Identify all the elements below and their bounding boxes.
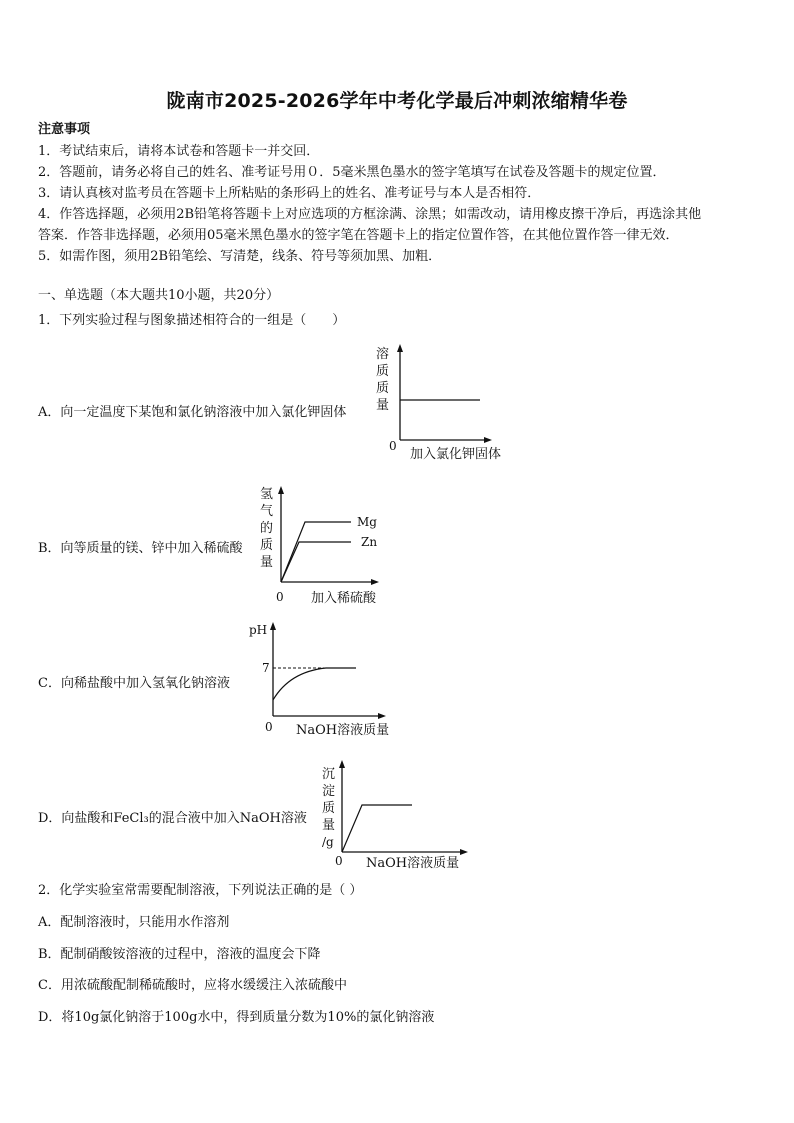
- origin-label: 0: [276, 590, 284, 604]
- y-label-char: 沉: [322, 767, 336, 782]
- origin-label: 0: [389, 439, 397, 453]
- x-axis-arrow: [484, 437, 492, 443]
- y-label-char: 气: [260, 504, 274, 519]
- notice-item: 1．考试结束后，请将本试卷和答题卡一并交回．: [38, 144, 320, 159]
- y-label-char: 溶: [376, 347, 390, 362]
- x-axis-arrow: [460, 849, 468, 855]
- series-label-zn: Zn: [361, 535, 378, 549]
- q1-option-d-label: D．向盐酸和FeCl₃的混合液中加入NaOH溶液: [38, 811, 307, 826]
- y-label-char: 量: [376, 398, 390, 413]
- x-axis-label: 加入稀硫酸: [311, 591, 377, 606]
- y-label-char: 量: [322, 818, 336, 833]
- x-axis-arrow: [371, 579, 379, 585]
- origin-label: 0: [265, 720, 273, 734]
- ph-curve: [273, 668, 356, 700]
- y-label-char: 质: [376, 381, 390, 396]
- notice-item: 5．如需作图，须用2B铅笔绘、写清楚，线条、符号等须加黑、加粗．: [38, 249, 442, 264]
- y-label-char: 氢: [260, 487, 274, 502]
- q1-option-b-graph: [255, 482, 405, 610]
- q2-option: C．用浓硫酸配制稀硫酸时，应将水缓缓注入浓硫酸中: [38, 978, 347, 993]
- y-label-unit: /g: [322, 835, 334, 849]
- q1-option-a-label: A．向一定温度下某饱和氯化钠溶液中加入氯化钾固体: [38, 405, 347, 420]
- y-axis-arrow: [278, 486, 284, 494]
- mg-curve: [281, 522, 351, 582]
- question-1-stem: 1．下列实验过程与图象描述相符合的一组是（ ）: [38, 313, 346, 328]
- question-2-stem: 2．化学实验室常需要配制溶液，下列说法正确的是（ ）: [38, 883, 363, 898]
- q1-option-c-graph: [246, 618, 406, 740]
- notice-heading: 注意事项: [38, 122, 91, 137]
- q1-option-c-label: C．向稀盐酸中加入氢氧化钠溶液: [38, 676, 230, 691]
- y-axis-arrow: [270, 622, 276, 630]
- zn-curve: [281, 542, 351, 582]
- notice-item: 2．答题前，请务必将自己的姓名、准考证号用０．5毫米黑色墨水的签字笔填写在试卷及答题卡的规定位置．: [38, 165, 666, 180]
- y-axis-arrow: [397, 344, 403, 352]
- q1-option-b-label: B．向等质量的镁、锌中加入稀硫酸: [38, 541, 243, 556]
- notice-item: 答案．作答非选择题，必须用05毫米黑色墨水的签字笔在答题卡上的指定位置作答，在其他位置作答一律无效．: [38, 228, 679, 243]
- series-label-mg: Mg: [357, 515, 377, 529]
- q2-option: A．配制溶液时，只能用水作溶剂: [38, 915, 230, 930]
- q1-option-a-graph: [370, 340, 520, 470]
- y-axis-arrow: [339, 760, 345, 768]
- q2-option: D．将10g氯化钠溶于100g水中，得到质量分数为10%的氯化钠溶液: [38, 1010, 435, 1025]
- section-heading: 一、单选题（本大题共10小题，共20分）: [38, 288, 280, 303]
- y-label-char: 质: [260, 538, 274, 553]
- y-tick-7: 7: [262, 661, 270, 675]
- notice-item: 3．请认真核对监考员在答题卡上所粘贴的条形码上的姓名、准考证号与本人是否相符．: [38, 186, 541, 201]
- notice-item: 4．作答选择题，必须用2B铅笔将答题卡上对应选项的方框涂满、涂黑；如需改动，请用橡皮擦干净后，再选涂其他: [38, 207, 702, 222]
- x-axis-arrow: [378, 713, 386, 719]
- y-label-char: 量: [260, 555, 274, 570]
- x-axis-label: 加入氯化钾固体: [410, 447, 502, 462]
- x-axis-label: NaOH溶液质量: [296, 723, 390, 738]
- origin-label: 0: [335, 854, 343, 868]
- document-title: 陇南市2025-2026学年中考化学最后冲刺浓缩精华卷: [166, 90, 628, 112]
- q2-option: B．配制硝酸铵溶液的过程中，溶液的温度会下降: [38, 947, 321, 962]
- x-axis-label: NaOH溶液质量: [366, 856, 460, 871]
- y-label-char: 的: [260, 521, 274, 536]
- y-label-char: 质: [376, 364, 390, 379]
- y-label-char: 质: [322, 801, 336, 816]
- y-axis-label: pH: [249, 623, 268, 637]
- q1-option-d-graph: [318, 756, 478, 874]
- precipitate-curve: [342, 805, 412, 852]
- y-label-char: 淀: [322, 784, 336, 799]
